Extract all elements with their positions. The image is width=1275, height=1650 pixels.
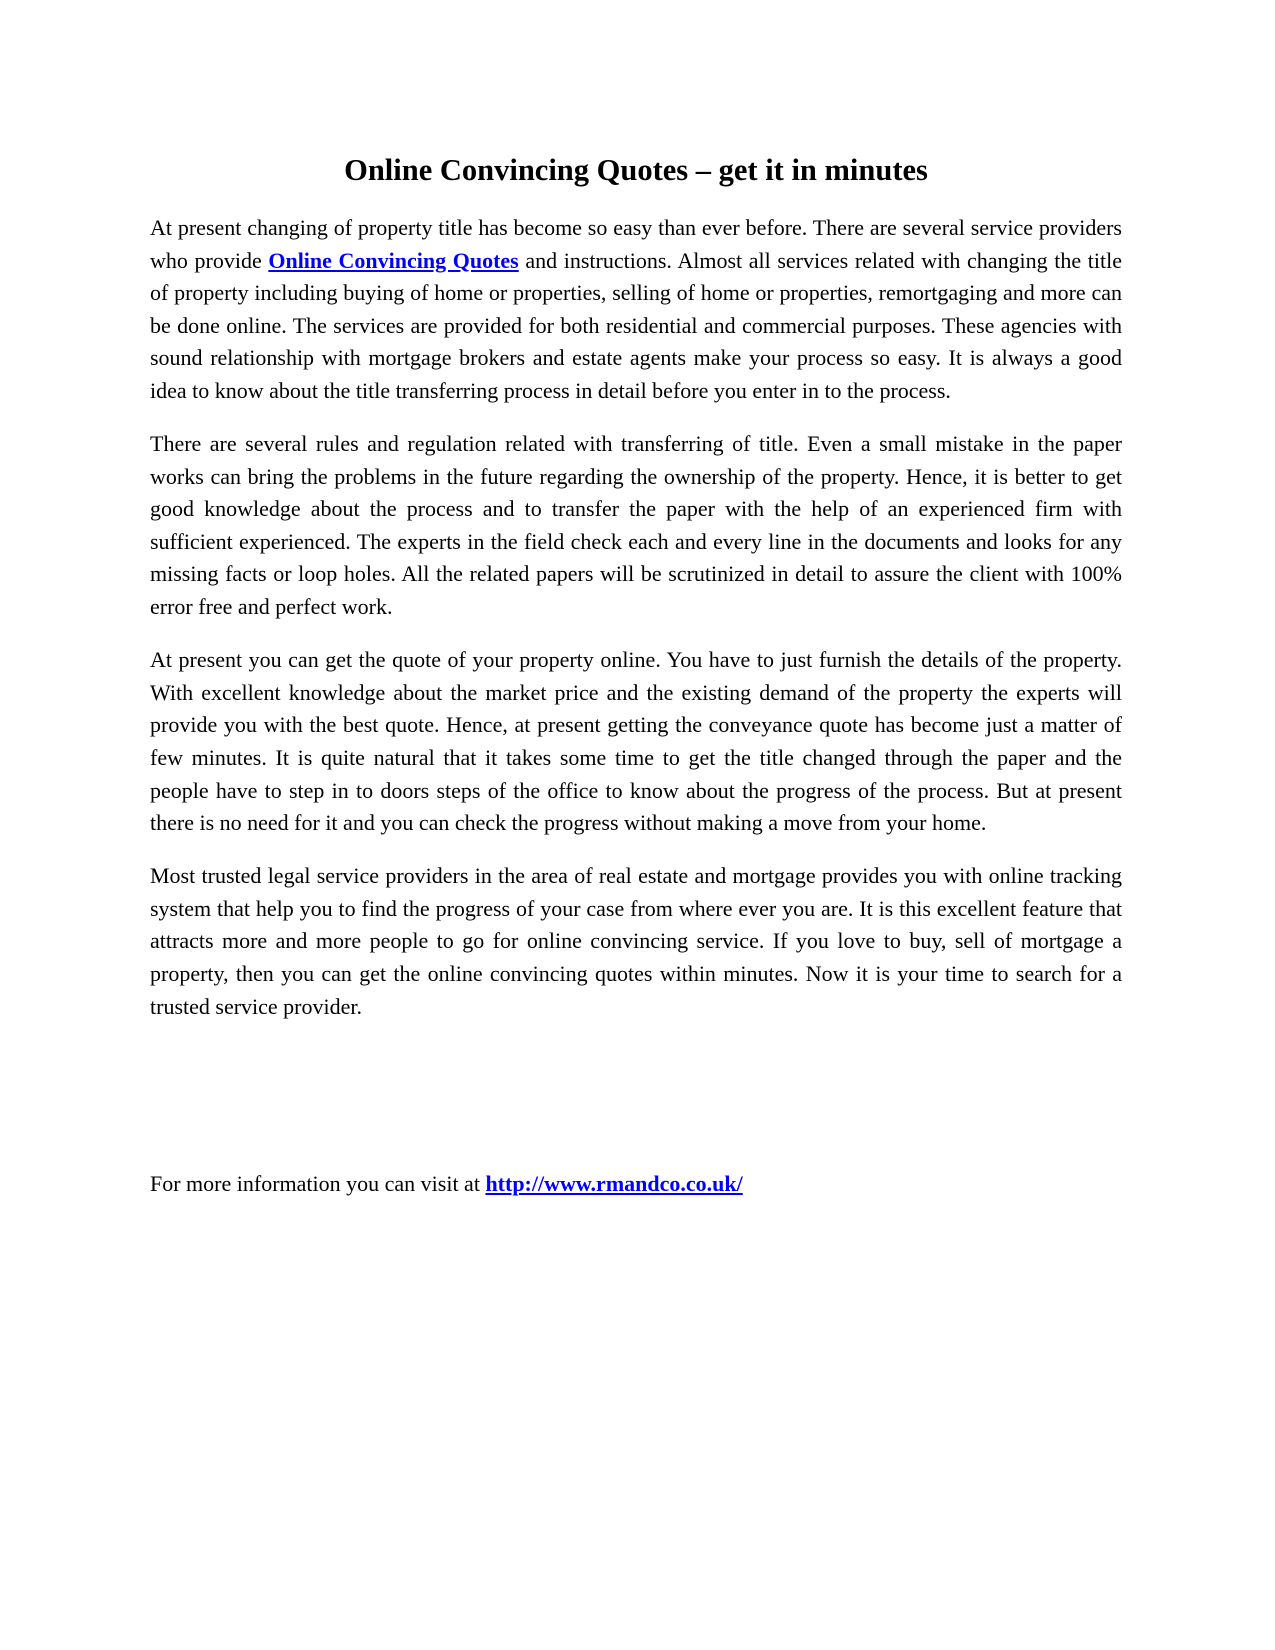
paragraph-2: There are several rules and regulation related with transferring of title. Even a small mistake in the paper works can bring the problems in the future regarding the ownership of the property. Hence, it is better to get good knowledge about the process and to transfer the paper with the help of an experienced firm with sufficient experienced. The experts in the field check each and every line in the documents and looks for any missing facts or loop holes. All the related papers will be scrutinized in detail to assure the client with 100% error free and perfect work. bbox=[150, 431, 1122, 620]
footer-text: For more information you can visit at bbox=[150, 1171, 486, 1196]
footer-line bbox=[150, 1168, 1122, 1201]
document-body bbox=[150, 212, 1122, 1044]
paragraph-3: At present you can get the quote of your property online. You have to just furnish the details of the property. With excellent knowledge about the market price and the existing demand of the property the experts will provide you with the best quote. Hence, at present getting the conveyance quote has become just a matter of few minutes. It is quite natural that it takes some time to get the title changed through the paper and the people have to step in to doors steps of the office to know about the progress of the process. But at present there is no need for it and you can check the progress without making a move from your home. bbox=[150, 647, 1122, 836]
paragraph-1 bbox=[150, 212, 1122, 408]
paragraph-1-text-start: At present changing of property title has become so easy than ever before. There are several service providers who provide bbox=[150, 215, 1122, 273]
paragraph-1-text-end: and instructions. Almost all services related with changing the title of property including buying of home or properties, selling of home or properties, remortgaging and more can be done online. The services are provided for both residential and commercial purposes. These agencies with sound relationship with mortgage brokers and estate agents make your process so easy. It is always a good idea to know about the title transferring process in detail before you enter in to the process. bbox=[150, 247, 1123, 403]
document-title: Online Convincing Quotes – get it in minutes bbox=[344, 153, 928, 187]
website-link[interactable]: http://www.rmandco.co.uk/ bbox=[485, 1171, 743, 1196]
paragraph-4: Most trusted legal service providers in the area of real estate and mortgage provides you with online tracking system that help you to find the progress of your case from where ever you are. It is this excellent feature that attracts more and more people to go for online convincing service. If you love to buy, sell of mortgage a property, then you can get the online convincing quotes within minutes. Now it is your time to search for a trusted service provider. bbox=[150, 863, 1122, 1019]
online-convincing-quotes-link[interactable]: Online Convincing Quotes bbox=[268, 247, 519, 273]
